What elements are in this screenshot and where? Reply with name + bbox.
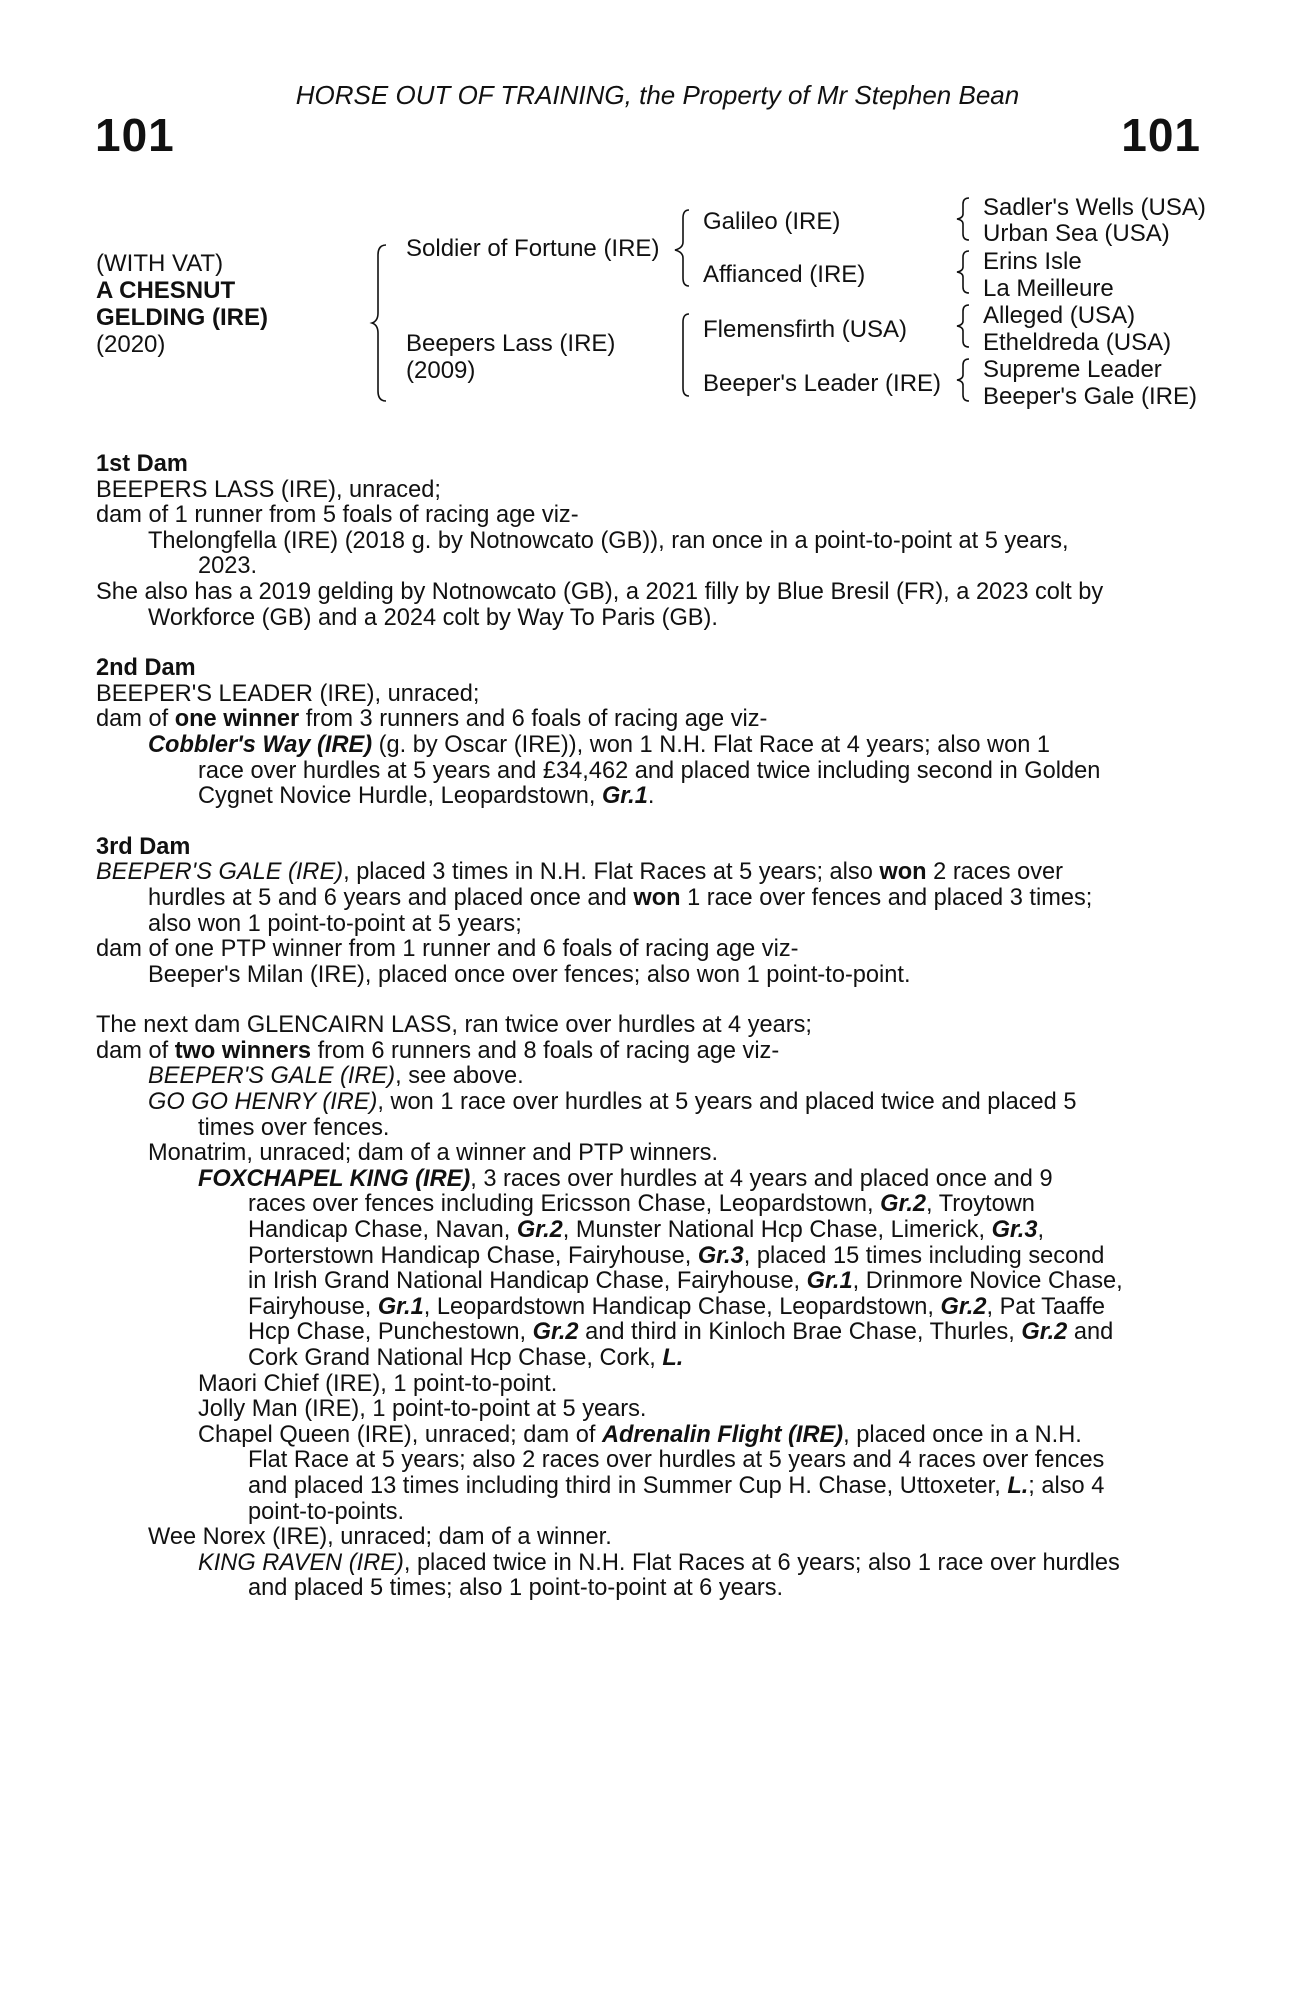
text-line: race over hurdles at 5 years and £34,462 and placed twice including second in Golden: [198, 757, 1101, 784]
text-line: Monatrim, unraced; dam of a winner and PTP winners.: [148, 1140, 719, 1167]
bracket-dam: [673, 312, 693, 398]
bracket-g78: [955, 357, 975, 403]
subject-block: [96, 250, 268, 358]
bracket-sire: [673, 208, 693, 288]
bracket-g56: [955, 303, 975, 349]
text-line: She also has a 2019 gelding by Notnowcato (GB), a 2021 filly by Blue Bresil (FR), a 2023 colt by: [96, 578, 1104, 605]
pedigree-g7: Supreme Leader: [983, 356, 1162, 383]
pedigree-sire-sire: Galileo (IRE): [703, 208, 841, 235]
text-line: Cygnet Novice Hurdle, Leopardstown, Gr.1.: [198, 783, 655, 810]
catalogue-body: [96, 452, 1206, 1602]
pedigree-dam: Beepers Lass (IRE): [406, 330, 616, 357]
subject-description-line1: A CHESNUT: [96, 277, 236, 304]
pedigree-g8: Beeper's Gale (IRE): [983, 383, 1197, 410]
text-line: GO GO HENRY (IRE), won 1 race over hurdles at 5 years and placed twice and placed 5: [148, 1089, 1077, 1116]
text-line: Fairyhouse, Gr.1, Leopardstown Handicap Chase, Leopardstown, Gr.2, Pat Taaffe: [248, 1293, 1105, 1320]
pedigree-sire-dam: Affianced (IRE): [703, 261, 866, 288]
text-line: dam of one winner from 3 runners and 6 foals of racing age viz-: [96, 706, 768, 733]
first-dam-section: [96, 452, 1206, 631]
text-line: Cobbler's Way (IRE) (g. by Oscar (IRE)), won 1 N.H. Flat Race at 4 years; also won 1: [148, 731, 1051, 758]
section-heading: 3rd Dam: [96, 833, 191, 860]
pedigree-dam-year: (2009): [406, 357, 476, 384]
text-line: dam of two winners from 6 runners and 8 foals of racing age viz-: [96, 1037, 780, 1064]
subject-description-line2: GELDING (IRE): [96, 304, 268, 331]
text-line: BEEPER'S GALE (IRE), placed 3 times in N.H. Flat Races at 5 years; also won 2 races over: [96, 859, 1063, 886]
text-line: Workforce (GB) and a 2024 colt by Way To Paris (GB).: [148, 604, 718, 631]
text-line: Wee Norex (IRE), unraced; dam of a winner.: [148, 1524, 612, 1551]
text-line: Thelongfella (IRE) (2018 g. by Notnowcato (GB)), ran once in a point-to-point at 5 years,: [148, 527, 1069, 554]
text-line: Jolly Man (IRE), 1 point-to-point at 5 years.: [198, 1396, 647, 1423]
text-line: and placed 13 times including third in Summer Cup H. Chase, Uttoxeter, L.; also 4: [248, 1472, 1105, 1499]
pedigree-g3: Erins Isle: [983, 248, 1082, 275]
text-line: 2023.: [198, 553, 258, 580]
pedigree-dam-sire: Flemensfirth (USA): [703, 316, 908, 343]
lot-number-right: 101: [1121, 109, 1201, 161]
vat-note: (WITH VAT): [96, 250, 224, 277]
bracket-g12: [955, 196, 975, 242]
text-line: Beeper's Milan (IRE), placed once over fences; also won 1 point-to-point.: [148, 961, 911, 988]
bracket-main: [370, 243, 390, 403]
pedigree-g4: La Meilleure: [983, 275, 1114, 302]
text-line: and placed 5 times; also 1 point-to-point at 6 years.: [248, 1575, 784, 1602]
second-dam-section: [96, 656, 1206, 810]
text-line: KING RAVEN (IRE), placed twice in N.H. Flat Races at 6 years; also 1 race over hurdles: [198, 1549, 1120, 1576]
text-line: in Irish Grand National Handicap Chase, Fairyhouse, Gr.1, Drinmore Novice Chase,: [248, 1268, 1123, 1295]
subject-year: (2020): [96, 331, 166, 358]
section-heading: 2nd Dam: [96, 655, 196, 682]
text-line: BEEPER'S GALE (IRE), see above.: [148, 1063, 524, 1090]
text-line: BEEPERS LASS (IRE), unraced;: [96, 476, 441, 503]
pedigree-g6: Etheldreda (USA): [983, 329, 1172, 356]
text-line: races over fences including Ericsson Chase, Leopardstown, Gr.2, Troytown: [248, 1191, 1035, 1218]
text-line: point-to-points.: [248, 1498, 405, 1525]
text-line: also won 1 point-to-point at 5 years;: [148, 910, 522, 937]
text-line: Cork Grand National Hcp Chase, Cork, L.: [248, 1345, 684, 1371]
text-line: Porterstown Handicap Chase, Fairyhouse, Gr.3, placed 15 times including second: [248, 1242, 1105, 1269]
pedigree-g1: Sadler's Wells (USA): [983, 194, 1206, 221]
text-line: times over fences.: [198, 1114, 390, 1141]
bracket-g34: [955, 249, 975, 295]
lot-number-left: 101: [95, 109, 175, 161]
text-line: dam of one PTP winner from 1 runner and 6 foals of racing age viz-: [96, 936, 799, 963]
pedigree-g2: Urban Sea (USA): [983, 220, 1170, 247]
text-line: Chapel Queen (IRE), unraced; dam of Adrenalin Flight (IRE), placed once in a N.H.: [198, 1421, 1082, 1448]
text-line: FOXCHAPEL KING (IRE), 3 races over hurdles at 4 years and placed once and 9: [198, 1165, 1053, 1192]
next-dam-section: [96, 1013, 1206, 1602]
text-line: dam of 1 runner from 5 foals of racing age viz-: [96, 502, 579, 529]
text-line: Flat Race at 5 years; also 2 races over hurdles at 5 years and 4 races over fences: [248, 1447, 1105, 1474]
pedigree-g5: Alleged (USA): [983, 302, 1136, 329]
text-line: Hcp Chase, Punchestown, Gr.2 and third in Kinloch Brae Chase, Thurles, Gr.2 and: [248, 1319, 1114, 1346]
text-line: hurdles at 5 and 6 years and placed once and won 1 race over fences and placed 3 times;: [148, 884, 1093, 911]
page-title: HORSE OUT OF TRAINING, the Property of Mr Stephen Bean: [295, 80, 1020, 110]
pedigree-sire: Soldier of Fortune (IRE): [406, 235, 660, 262]
text-line: Maori Chief (IRE), 1 point-to-point.: [198, 1370, 558, 1397]
third-dam-section: [96, 835, 1206, 989]
pedigree-dam-dam: Beeper's Leader (IRE): [703, 370, 942, 397]
text-line: BEEPER'S LEADER (IRE), unraced;: [96, 680, 480, 707]
text-line: Handicap Chase, Navan, Gr.2, Munster National Hcp Chase, Limerick, Gr.3,: [248, 1217, 1045, 1244]
section-heading: 1st Dam: [96, 451, 188, 477]
text-line: The next dam GLENCAIRN LASS, ran twice over hurdles at 4 years;: [96, 1012, 812, 1039]
